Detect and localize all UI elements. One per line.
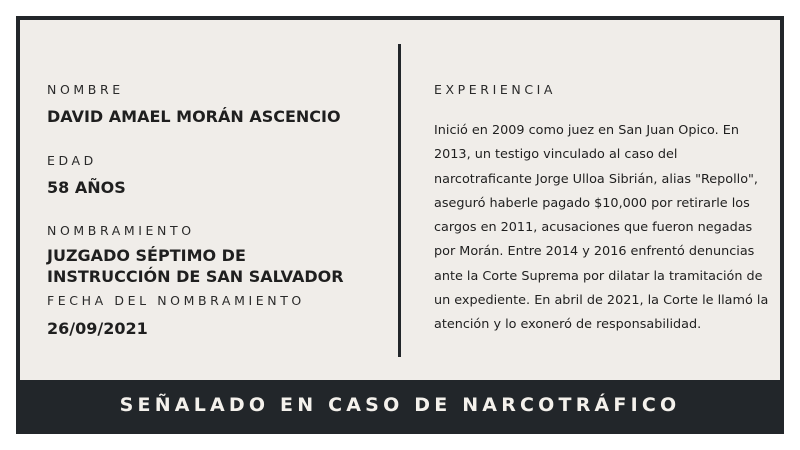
- appointment-date-value: 26/09/2021: [47, 319, 148, 338]
- age-value: 58 AÑOS: [47, 178, 126, 197]
- experience-label: EXPERIENCIA: [434, 82, 557, 97]
- appointment-label: NOMBRAMIENTO: [47, 223, 195, 238]
- age-label: EDAD: [47, 153, 97, 168]
- profile-card: [16, 16, 784, 434]
- experience-section: [434, 82, 779, 333]
- experience-text: Inició en 2009 como juez en San Juan Opico. En 2013, un testigo vinculado al caso del narcotraficante Jorge Ulloa Sibrián, alias "Repollo", aseguró haberle pagado $10,000 por retirarle los cargos en 2011, acusaciones que fueron negadas por Morán. Entre 2014 y 2016 enfrentó denuncias ante la Corte Suprema por dilatar la tramitación de un expediente. En abril de 2021, la Corte le llamó la atención y lo exoneró de responsabilidad.: [434, 123, 769, 333]
- appointment-date-label: FECHA DEL NOMBRAMIENTO: [47, 293, 305, 308]
- column-divider: [398, 44, 401, 357]
- appointment-value: JUZGADO SÉPTIMO DE INSTRUCCIÓN DE SAN SALVADOR: [47, 246, 344, 286]
- name-label: NOMBRE: [47, 82, 124, 97]
- name-value: DAVID AMAEL MORÁN ASCENCIO: [47, 107, 341, 126]
- footer-banner: [20, 380, 780, 430]
- footer-title: SEÑALADO EN CASO DE NARCOTRÁFICO: [119, 394, 681, 416]
